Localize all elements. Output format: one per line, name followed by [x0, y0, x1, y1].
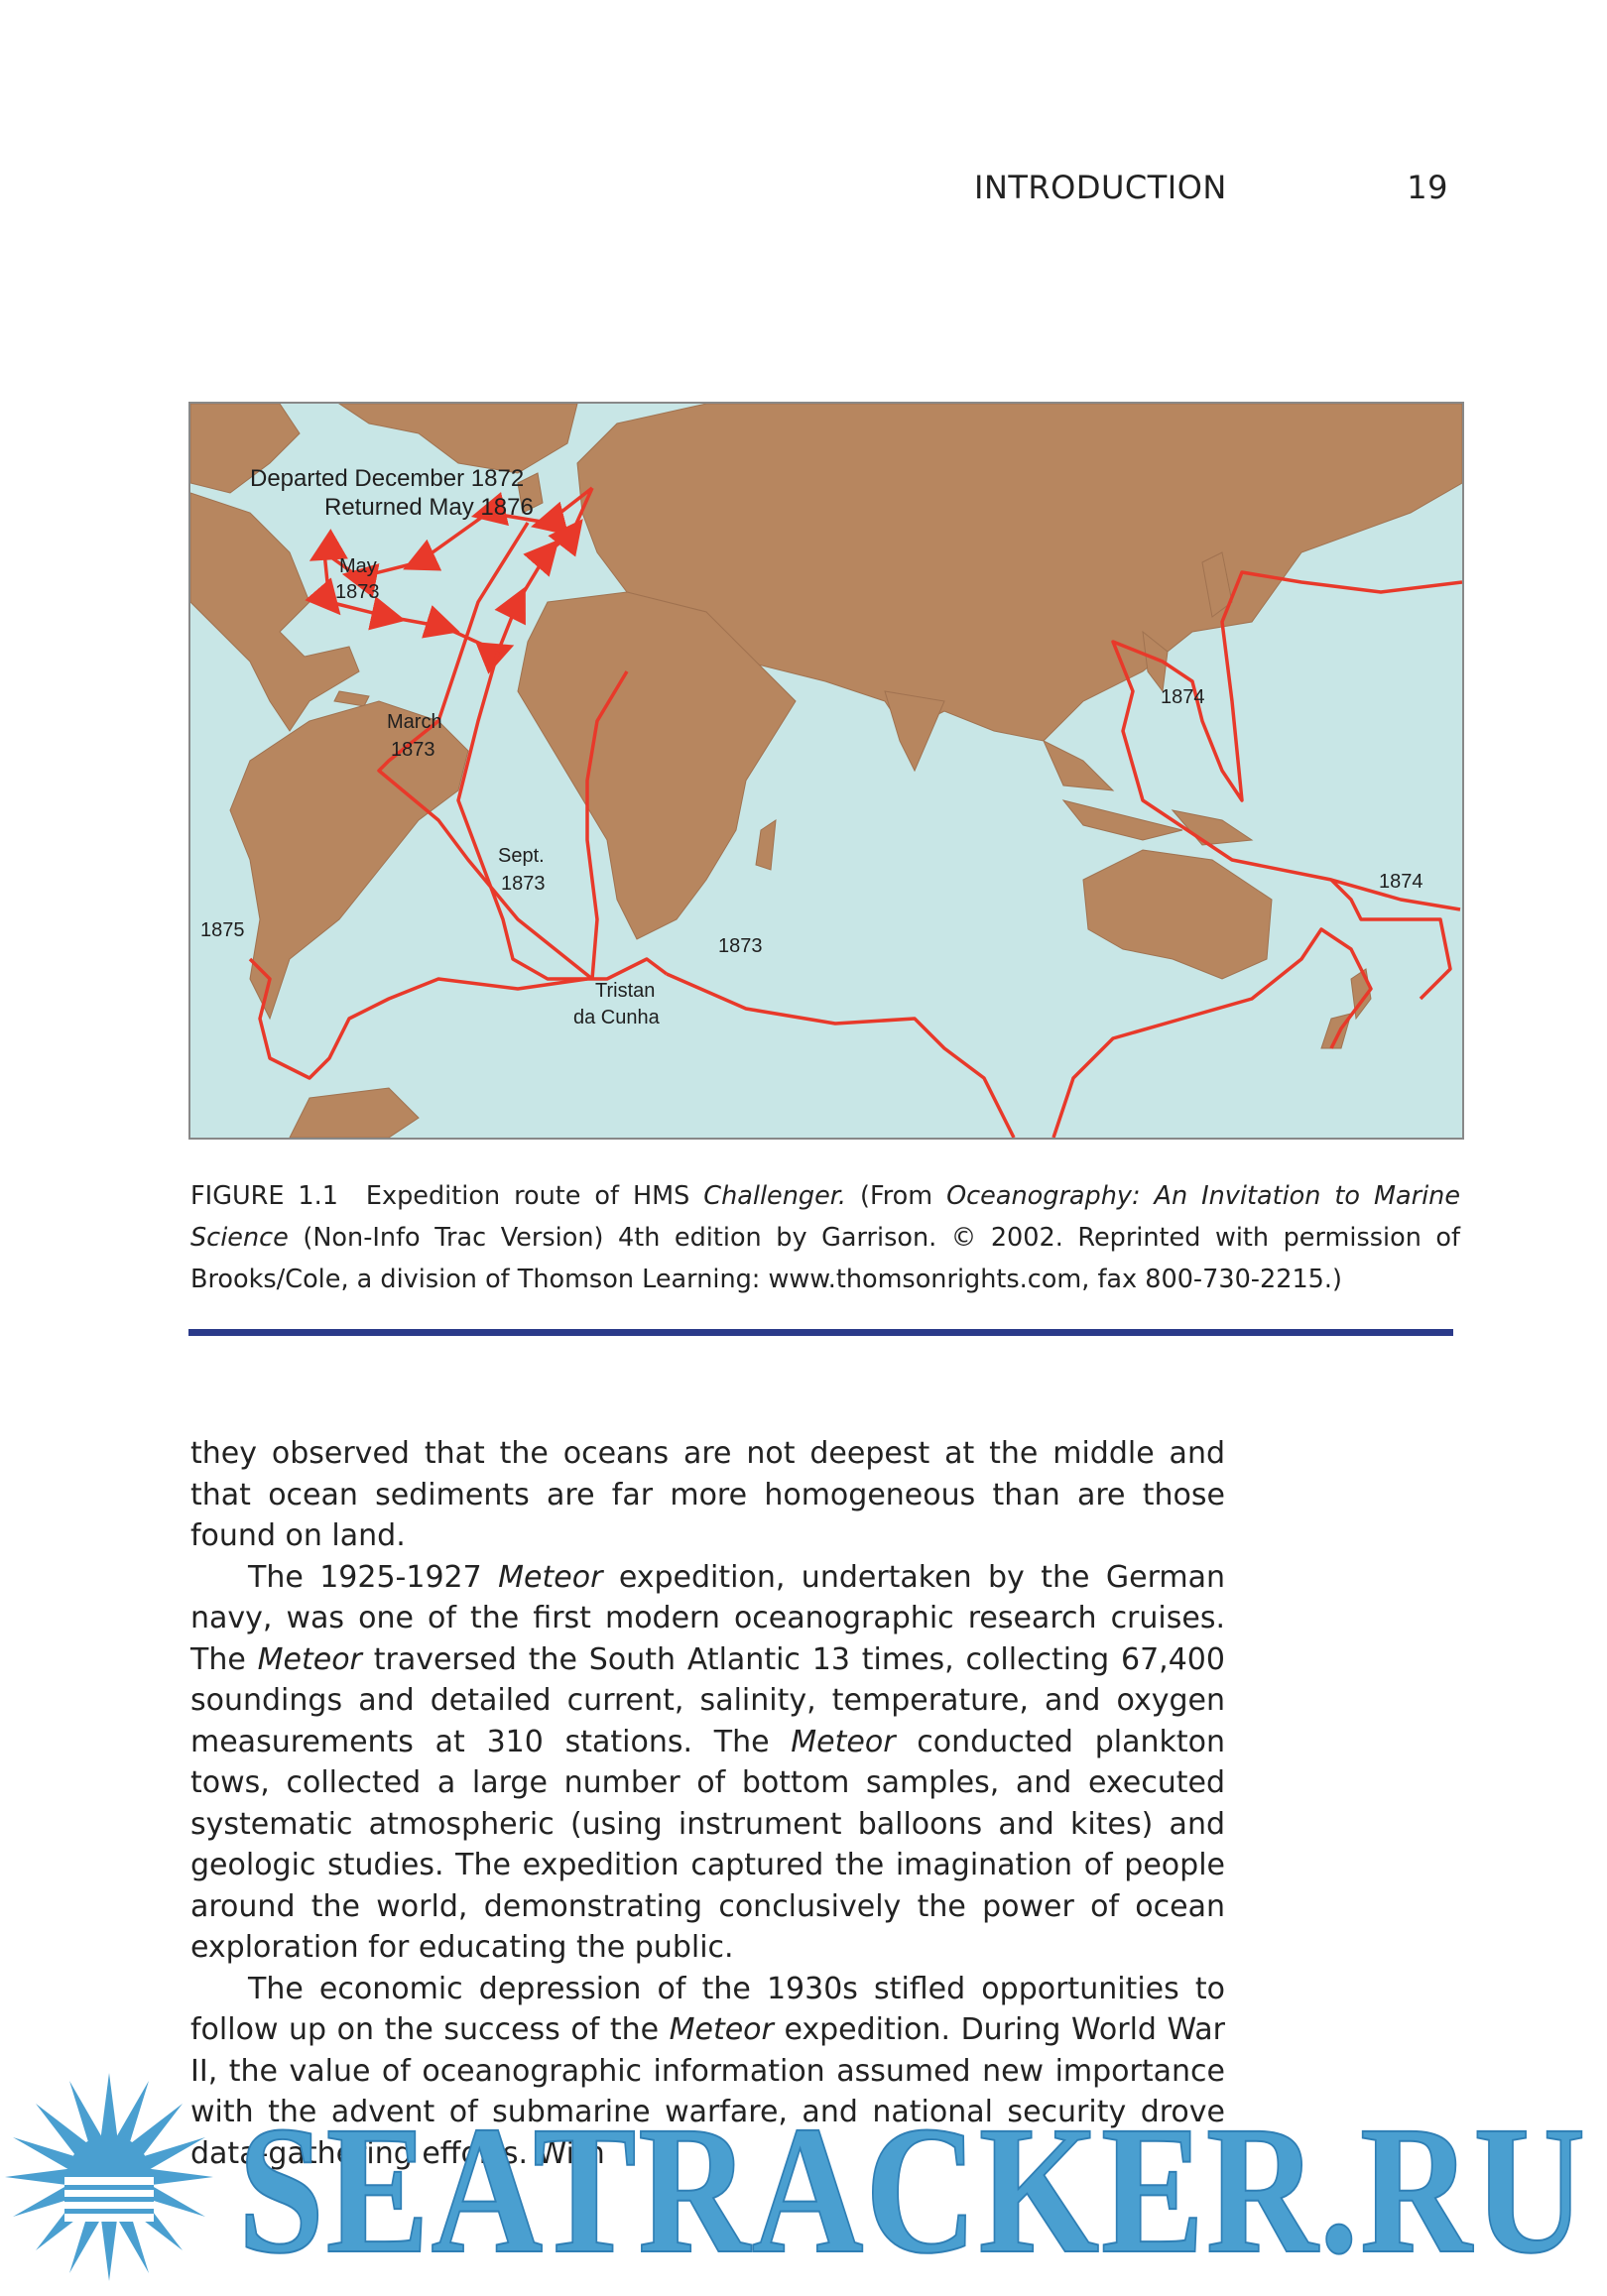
- label-tristan: Tristan: [595, 980, 656, 1002]
- p2-text-c: traversed the South Atlantic 13 times, collecting 67,400 soundings and detailed current, salinity, temperature, and oxygen measurements at 310 stations. The: [190, 1641, 1225, 1759]
- watermark-svg: [0, 2063, 1607, 2291]
- label-march-year: 1873: [391, 739, 435, 761]
- label-sept: Sept.: [498, 845, 545, 867]
- p3-meteor: Meteor: [669, 2012, 774, 2047]
- page-number: 19: [1407, 169, 1448, 206]
- label-may: May: [339, 555, 377, 577]
- p3-text-b: expedition. During World War II, the value of oceanographic information assumed new importance with the advent of submarine warfare, and national security drove data-gathering efforts. With: [190, 2012, 1225, 2171]
- p3-text-a: The economic depression of the 1930s stifled opportunities to follow up on the success of the: [190, 1971, 1225, 2047]
- label-da-cunha: da Cunha: [573, 1007, 660, 1028]
- label-1874-pacific: 1874: [1379, 871, 1423, 893]
- figure-caption: [190, 1175, 1460, 1300]
- p2-meteor-3: Meteor: [791, 1724, 896, 1759]
- p2-text-b: expedition, undertaken by the German navy, was one of the first modern oceanographic research cruises. The: [190, 1559, 1225, 1677]
- label-1874-asia: 1874: [1161, 686, 1205, 708]
- label-may-year: 1873: [335, 581, 380, 603]
- watermark-text: SEATRACKER.RU: [238, 2089, 1587, 2291]
- running-header-title: INTRODUCTION: [974, 169, 1227, 206]
- caption-ship-name: Challenger.: [703, 1181, 847, 1211]
- p2-text-a: The 1925-1927: [248, 1559, 499, 1595]
- label-departed: Departed December 1872: [250, 465, 525, 492]
- paragraph-2: [190, 1557, 1225, 1969]
- challenger-route-map: [188, 402, 1464, 1140]
- paragraph-1: they observed that the oceans are not deepest at the middle and that ocean sediments are far more homogeneous than are those found on land.: [190, 1436, 1225, 1553]
- p2-meteor-2: Meteor: [257, 1641, 362, 1677]
- label-1875: 1875: [200, 919, 245, 941]
- section-divider: [188, 1329, 1453, 1336]
- label-march: March: [387, 711, 442, 733]
- caption-text-1: Expedition route of HMS: [365, 1181, 704, 1211]
- caption-text-3: (Non-Info Trac Version) 4th edition by Garrison. © 2002. Reprinted with permission of Brooks/Cole, a division of Thomson Learning: www.thomsonrights.com, fax 800-730-2215.): [190, 1223, 1460, 1294]
- watermark: [0, 2063, 1607, 2291]
- label-sept-year: 1873: [501, 873, 546, 895]
- sun-logo: [5, 2073, 213, 2281]
- p2-text-d: conducted plankton tows, collected a large number of bottom samples, and executed systematic atmospheric (using instrument balloons and kites) and geologic studies. The expedition captured the imagination of people around the world, demonstrating conclusively the power of ocean exploration for educating the public.: [190, 1724, 1226, 1965]
- caption-text-2: (From: [846, 1181, 947, 1211]
- map-svg: [190, 404, 1462, 1138]
- caption-book-title: Oceanography: An Invitation to Marine Science: [190, 1181, 1461, 1253]
- caption-figure-id: FIGURE 1.1: [190, 1181, 338, 1211]
- label-1873: 1873: [718, 935, 763, 957]
- label-returned: Returned May 1876: [324, 494, 534, 521]
- p2-meteor-1: Meteor: [498, 1559, 603, 1595]
